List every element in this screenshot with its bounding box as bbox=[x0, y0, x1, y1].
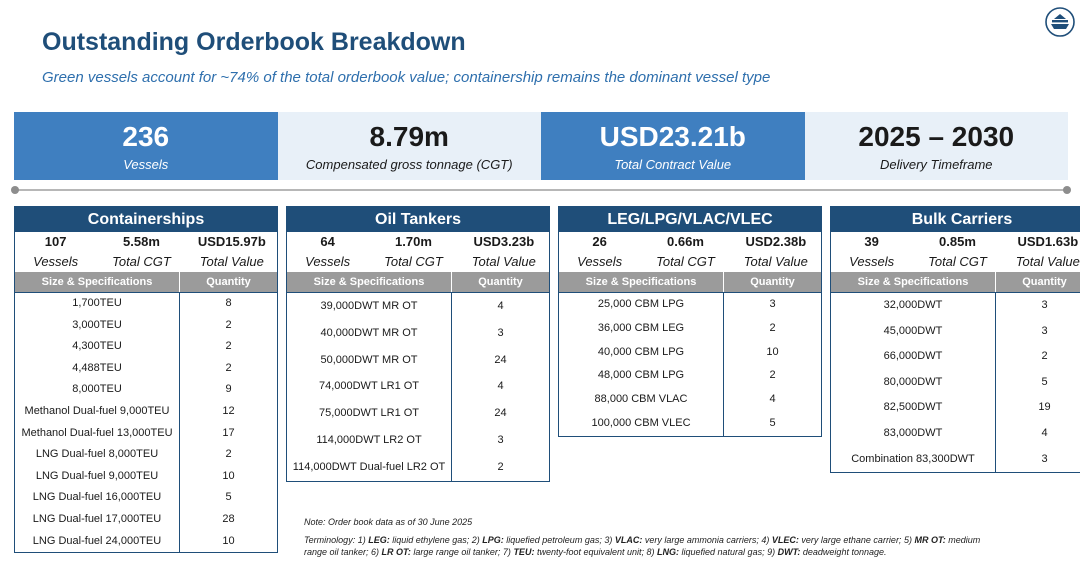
spec-cell: 4,300TEU bbox=[15, 336, 180, 358]
kpi-delivery bbox=[805, 112, 1069, 180]
col-qty-header: Quantity bbox=[478, 276, 523, 288]
kpi-cgt bbox=[278, 112, 542, 180]
panel-stats bbox=[831, 232, 1080, 272]
table-body bbox=[559, 292, 821, 436]
stat-label: Vessels bbox=[849, 254, 895, 269]
stat-vessels bbox=[559, 232, 640, 272]
spec-cell: 74,000DWT LR1 OT bbox=[287, 373, 452, 400]
table-row bbox=[15, 401, 277, 423]
table-row bbox=[831, 370, 1080, 396]
term-abbr: VLAC: bbox=[614, 535, 643, 545]
col-qty-header: Quantity bbox=[1022, 276, 1067, 288]
spec-cell: 1,700TEU bbox=[15, 293, 180, 315]
col-spec-header: Size & Specifications bbox=[831, 272, 996, 292]
stat-value: 1.70m bbox=[395, 234, 432, 249]
stat-cgt bbox=[96, 232, 186, 272]
stat-value-total bbox=[459, 232, 549, 272]
term-definition: medium range oil tanker; 6) bbox=[304, 535, 981, 557]
qty-cell: 3 bbox=[1041, 299, 1048, 311]
stat-label: Total CGT bbox=[928, 254, 987, 269]
qty-cell: 3 bbox=[769, 298, 776, 310]
spec-cell: LNG Dual-fuel 17,000TEU bbox=[15, 509, 180, 531]
panel-stats bbox=[287, 232, 549, 272]
panel-bulk-carriers bbox=[830, 206, 1080, 473]
divider-dot-left bbox=[11, 186, 19, 194]
stat-value-total bbox=[187, 232, 277, 272]
section-divider bbox=[14, 189, 1068, 191]
stat-label: Total Value bbox=[471, 254, 536, 269]
kpi-contract-value bbox=[541, 112, 805, 180]
spec-cell: 3,000TEU bbox=[15, 315, 180, 337]
stat-cgt bbox=[912, 232, 1002, 272]
spec-cell: 114,000DWT Dual-fuel LR2 OT bbox=[287, 454, 452, 481]
stat-value-total bbox=[1003, 232, 1080, 272]
qty-cell: 2 bbox=[769, 321, 776, 334]
term-abbr: LR OT: bbox=[381, 546, 411, 557]
stat-value: 26 bbox=[592, 234, 607, 249]
qty-cell: 8 bbox=[225, 297, 232, 309]
terminology bbox=[304, 535, 1004, 558]
stat-vessels bbox=[831, 232, 912, 272]
table-row bbox=[831, 344, 1080, 370]
qty-cell: 10 bbox=[222, 534, 235, 547]
col-qty-header: Quantity bbox=[206, 276, 251, 288]
qty-cell: 5 bbox=[225, 491, 232, 504]
kpi-label: Vessels bbox=[123, 156, 169, 172]
qty-cell: 19 bbox=[1038, 401, 1051, 414]
panel-title: Containerships bbox=[15, 207, 277, 232]
qty-cell: 3 bbox=[1041, 452, 1048, 465]
table-row bbox=[15, 358, 277, 380]
spec-cell: 80,000DWT bbox=[831, 370, 996, 396]
table-row bbox=[15, 444, 277, 466]
spec-cell: 114,000DWT LR2 OT bbox=[287, 427, 452, 454]
table-row bbox=[831, 421, 1080, 447]
col-qty-header: Quantity bbox=[750, 276, 795, 288]
panel-title: LEG/LPG/VLAC/VLEC bbox=[559, 207, 821, 232]
stat-value: 39 bbox=[864, 234, 879, 249]
spec-cell: 32,000DWT bbox=[831, 293, 996, 319]
spec-cell: 83,000DWT bbox=[831, 421, 996, 447]
spec-cell: LNG Dual-fuel 16,000TEU bbox=[15, 487, 180, 509]
stat-value: USD2.38b bbox=[745, 234, 807, 249]
kpi-value: 236 bbox=[122, 120, 170, 152]
table-row bbox=[287, 373, 549, 400]
spec-cell: 39,000DWT MR OT bbox=[287, 293, 452, 320]
table-row bbox=[15, 423, 277, 445]
table-row bbox=[287, 400, 549, 427]
kpi-value: USD23.21b bbox=[599, 120, 746, 152]
table-row bbox=[15, 466, 277, 488]
spec-cell: 75,000DWT LR1 OT bbox=[287, 400, 452, 427]
qty-cell: 2 bbox=[225, 448, 232, 461]
kpi-value: 8.79m bbox=[369, 120, 449, 152]
table-row bbox=[559, 341, 821, 365]
panel-gas-carriers bbox=[558, 206, 822, 437]
qty-cell: 2 bbox=[769, 369, 776, 382]
page-title: Outstanding Orderbook Breakdown bbox=[42, 28, 466, 56]
term-abbr: TEU: bbox=[513, 546, 535, 557]
divider-dot-right bbox=[1063, 186, 1071, 194]
term-abbr: DWT: bbox=[777, 546, 801, 557]
table-row bbox=[15, 315, 277, 337]
qty-cell: 28 bbox=[222, 512, 235, 525]
panel-stats bbox=[15, 232, 277, 272]
table-row bbox=[831, 447, 1080, 473]
qty-cell: 24 bbox=[494, 407, 507, 420]
terminology-prefix: Terminology: 1) bbox=[304, 535, 369, 545]
qty-cell: 5 bbox=[769, 416, 776, 429]
spec-cell: 48,000 CBM LPG bbox=[559, 364, 724, 388]
table-row bbox=[831, 293, 1080, 319]
term-abbr: LPG: bbox=[482, 535, 504, 545]
qty-cell: 10 bbox=[222, 469, 235, 482]
stat-value: 64 bbox=[320, 234, 335, 249]
stat-cgt bbox=[368, 232, 458, 272]
qty-cell: 4 bbox=[497, 300, 504, 312]
qty-cell: 2 bbox=[225, 318, 232, 331]
spec-cell: Combination 83,300DWT bbox=[831, 447, 996, 473]
spec-cell: 8,000TEU bbox=[15, 379, 180, 401]
table-row bbox=[15, 336, 277, 358]
qty-cell: 5 bbox=[1041, 375, 1048, 388]
term-definition: very large ammonia carriers; 4) bbox=[642, 535, 772, 545]
qty-cell: 12 bbox=[222, 404, 235, 417]
stat-value: USD15.97b bbox=[197, 234, 266, 249]
stat-label: Total Value bbox=[1015, 254, 1080, 269]
table-header bbox=[831, 272, 1080, 292]
stat-label: Vessels bbox=[305, 254, 351, 269]
table-row bbox=[15, 379, 277, 401]
table-row bbox=[15, 509, 277, 531]
table-row bbox=[831, 395, 1080, 421]
kpi-label: Total Contract Value bbox=[614, 156, 732, 172]
panel-oil-tankers bbox=[286, 206, 550, 482]
kpi-value: 2025 – 2030 bbox=[858, 120, 1015, 152]
spec-cell: 100,000 CBM VLEC bbox=[559, 412, 724, 436]
qty-cell: 4 bbox=[769, 393, 776, 406]
term-definition: twenty-foot equivalent unit; 8) bbox=[534, 546, 658, 557]
qty-cell: 3 bbox=[1041, 324, 1048, 337]
qty-cell: 9 bbox=[225, 383, 232, 396]
spec-cell: 40,000 CBM LPG bbox=[559, 341, 724, 365]
table-row bbox=[287, 454, 549, 481]
col-spec-header: Size & Specifications bbox=[287, 272, 452, 292]
stat-label: Total Value bbox=[199, 254, 264, 269]
spec-cell: 66,000DWT bbox=[831, 344, 996, 370]
spec-cell: 50,000DWT MR OT bbox=[287, 347, 452, 374]
kpi-label: Compensated gross tonnage (CGT) bbox=[305, 156, 513, 172]
ship-logo-icon bbox=[1045, 7, 1075, 37]
stat-value-total bbox=[731, 232, 821, 272]
term-abbr: VLEC: bbox=[771, 535, 799, 545]
qty-cell: 3 bbox=[497, 326, 504, 339]
spec-cell: 45,000DWT bbox=[831, 319, 996, 345]
term-abbr: MR OT: bbox=[914, 535, 946, 545]
stat-label: Total CGT bbox=[112, 254, 171, 269]
qty-cell: 2 bbox=[497, 460, 504, 473]
table-row bbox=[15, 531, 277, 553]
spec-cell: 88,000 CBM VLAC bbox=[559, 388, 724, 412]
table-row bbox=[559, 388, 821, 412]
spec-cell: 40,000DWT MR OT bbox=[287, 320, 452, 347]
col-spec-header: Size & Specifications bbox=[15, 272, 180, 292]
table-row bbox=[15, 487, 277, 509]
stat-label: Vessels bbox=[33, 254, 79, 269]
qty-cell: 3 bbox=[497, 433, 504, 446]
table-row bbox=[287, 293, 549, 320]
term-definition: liquefied natural gas; 9) bbox=[679, 546, 778, 557]
stat-value: 107 bbox=[44, 234, 67, 249]
term-definition: liquid ethylene gas; 2) bbox=[389, 535, 483, 545]
table-row bbox=[287, 347, 549, 374]
term-definition: large range oil tanker; 7) bbox=[410, 546, 514, 557]
qty-cell: 17 bbox=[222, 426, 235, 439]
stat-value: USD3.23b bbox=[473, 234, 535, 249]
term-abbr: LNG: bbox=[657, 546, 680, 557]
panel-containerships bbox=[14, 206, 278, 553]
table-row bbox=[559, 364, 821, 388]
term-definition: deadweight tonnage. bbox=[800, 546, 887, 557]
table-header bbox=[287, 272, 549, 292]
spec-cell: 82,500DWT bbox=[831, 395, 996, 421]
qty-cell: 2 bbox=[225, 340, 232, 353]
page-subtitle: Green vessels account for ~74% of the total orderbook value; containership remains the dominant vessel type bbox=[42, 69, 771, 86]
table-header bbox=[15, 272, 277, 292]
spec-cell: 25,000 CBM LPG bbox=[559, 293, 724, 317]
qty-cell: 2 bbox=[1041, 350, 1048, 363]
table-header bbox=[559, 272, 821, 292]
stat-label: Total Value bbox=[743, 254, 808, 269]
table-row bbox=[831, 319, 1080, 345]
stat-label: Total CGT bbox=[656, 254, 715, 269]
panel-title: Bulk Carriers bbox=[831, 207, 1080, 232]
table-row bbox=[559, 293, 821, 317]
term-abbr: LEG: bbox=[368, 535, 390, 545]
col-spec-header: Size & Specifications bbox=[559, 272, 724, 292]
table-row bbox=[559, 317, 821, 341]
stat-vessels bbox=[287, 232, 368, 272]
kpi-label: Delivery Timeframe bbox=[879, 156, 993, 172]
table-row bbox=[287, 427, 549, 454]
kpi-vessels bbox=[14, 112, 278, 180]
stat-label: Total CGT bbox=[384, 254, 443, 269]
spec-cell: Methanol Dual-fuel 13,000TEU bbox=[15, 423, 180, 445]
qty-cell: 4 bbox=[1041, 426, 1048, 439]
table-row bbox=[287, 320, 549, 347]
spec-cell: LNG Dual-fuel 9,000TEU bbox=[15, 466, 180, 488]
footnote: Note: Order book data as of 30 June 2025 bbox=[304, 517, 473, 527]
stat-value: 0.85m bbox=[939, 234, 976, 249]
spec-cell: LNG Dual-fuel 24,000TEU bbox=[15, 531, 180, 553]
stat-value: 5.58m bbox=[123, 234, 160, 249]
stat-vessels bbox=[15, 232, 96, 272]
panel-stats bbox=[559, 232, 821, 272]
term-definition: liquefied petroleum gas; 3) bbox=[503, 535, 615, 545]
qty-cell: 2 bbox=[225, 361, 232, 374]
qty-cell: 10 bbox=[766, 345, 779, 358]
table-body bbox=[831, 292, 1080, 472]
qty-cell: 4 bbox=[497, 380, 504, 393]
table-body bbox=[15, 292, 277, 552]
panel-title: Oil Tankers bbox=[287, 207, 549, 232]
stat-value: USD1.63b bbox=[1017, 234, 1079, 249]
table-row bbox=[15, 293, 277, 315]
stat-cgt bbox=[640, 232, 730, 272]
spec-cell: 4,488TEU bbox=[15, 358, 180, 380]
stat-label: Vessels bbox=[577, 254, 623, 269]
spec-cell: 36,000 CBM LEG bbox=[559, 317, 724, 341]
kpi-row bbox=[14, 112, 1068, 180]
qty-cell: 24 bbox=[494, 353, 507, 366]
table-row bbox=[559, 412, 821, 436]
spec-cell: Methanol Dual-fuel 9,000TEU bbox=[15, 401, 180, 423]
stat-value: 0.66m bbox=[667, 234, 704, 249]
spec-cell: LNG Dual-fuel 8,000TEU bbox=[15, 444, 180, 466]
term-definition: very large ethane carrier; 5) bbox=[798, 535, 915, 545]
table-body bbox=[287, 292, 549, 481]
